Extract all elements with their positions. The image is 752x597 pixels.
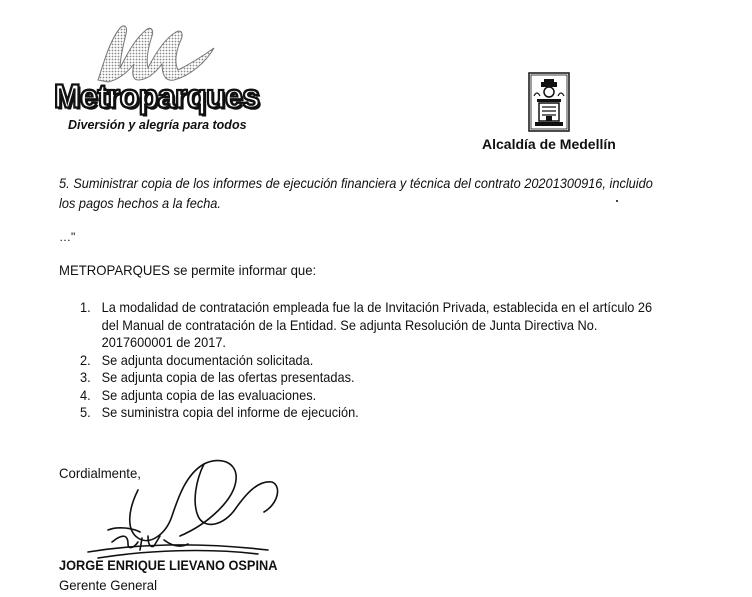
- response-list: [80, 299, 663, 422]
- list-item: [80, 404, 663, 422]
- quote-ellipsis: …": [59, 230, 76, 244]
- metroparques-logo: [54, 22, 274, 134]
- list-item: [80, 387, 663, 405]
- list-item: [80, 369, 663, 387]
- closing-salutation: Cordialmente,: [59, 465, 141, 481]
- request-item-5: 5. Suministrar copia de los informes de ejecución financiera y técnica del contrato 20201300916, incluido los pagos hechos a la fecha.: [59, 176, 653, 211]
- list-item: [80, 352, 663, 370]
- scan-speck: [616, 200, 618, 202]
- list-item-text: La modalidad de contratación empleada fue la de Invitación Privada, establecida en el artículo 26 del Manual de contratación de la Entidad. Se adjunta Resolución de Junta Directiva No. 2017600001 de 2017.: [101, 300, 653, 350]
- medellin-coat-of-arms-icon: [528, 72, 570, 132]
- list-item-number: 4.: [80, 387, 91, 403]
- signer-title: Gerente General: [59, 577, 158, 593]
- logo-tagline: Diversión y alegría para todos: [68, 118, 247, 132]
- list-item-text: Se adjunta documentación solicitada.: [101, 352, 314, 368]
- signer-name: JORGE ENRIQUE LIEVANO OSPINA: [59, 558, 278, 573]
- list-item-number: 5.: [80, 405, 91, 420]
- metroparques-m-logo-icon: [90, 22, 220, 84]
- list-item-text: Se suministra copia del informe de ejecución.: [101, 405, 359, 420]
- list-item: [80, 299, 663, 352]
- list-item-text: Se adjunta copia de las evaluaciones.: [101, 387, 317, 403]
- list-item-number: 1.: [80, 300, 91, 315]
- list-item-text: Se adjunta copia de las ofertas presentadas.: [101, 370, 355, 385]
- list-item-number: 2.: [80, 352, 91, 368]
- response-intro: METROPARQUES se permite informar que:: [59, 262, 317, 278]
- list-item-number: 3.: [80, 370, 91, 385]
- logo-wordmark: Metroparques: [54, 77, 260, 115]
- handwritten-signature: [68, 450, 288, 570]
- city-hall-name: Alcaldía de Medellín: [482, 136, 616, 152]
